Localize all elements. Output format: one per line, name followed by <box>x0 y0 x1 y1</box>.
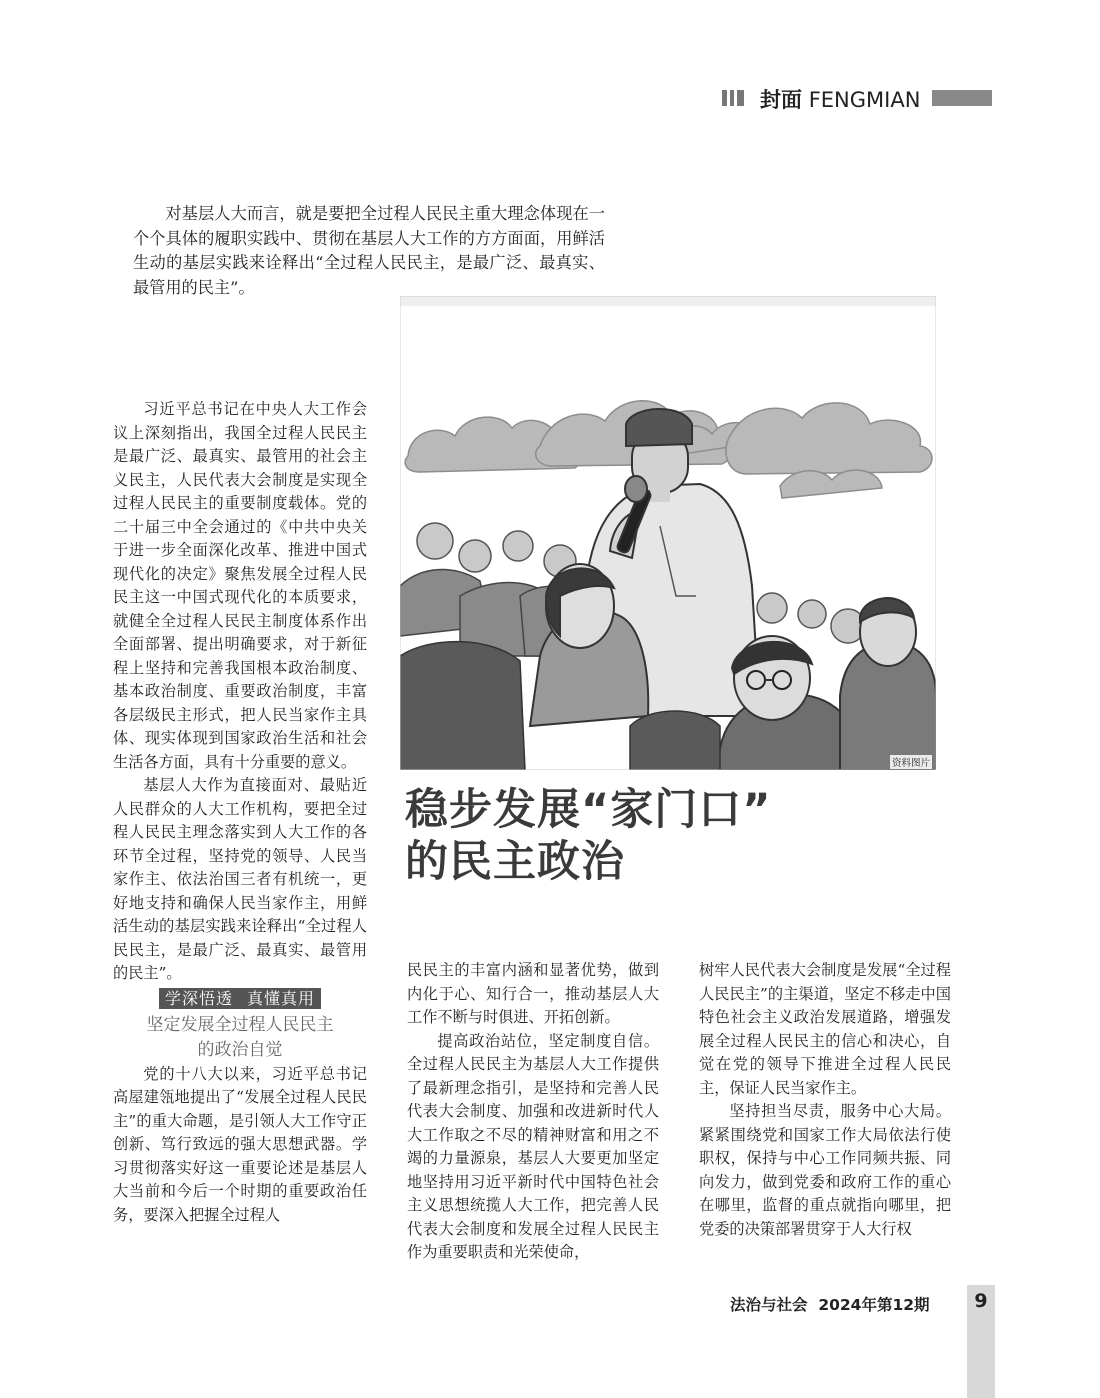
section-name-cn: 封面 <box>760 88 802 112</box>
lead-quote <box>133 202 605 300</box>
article-title <box>405 784 772 888</box>
paragraph: 坚持担当尽责，服务中心大局。紧紧围绕党和国家工作大局依法行使职权，保持与中心工作同频共振、同向发力，做到党委和政府工作的重心在哪里，监督的重点就指向哪里，把党委的决策部署贯穿于人大行权 <box>699 1102 951 1238</box>
section-header <box>760 84 920 114</box>
column-1 <box>113 398 367 1227</box>
paragraph: 民民主的丰富内涵和显著优势，做到内化于心、知行合一，推动基层人大工作不断与时俱进、开拓创新。 <box>407 961 659 1026</box>
paragraph: 习近平总书记在中央人大工作会议上深刻指出，我国全过程人民民主是最广泛、最真实、最管用的社会主义民主，人民代表大会制度是实现全过程人民民主的重要制度载体。党的二十届三中全会通过的《中共中央关于进一步全面深化改革、推进中国式现代化的决定》聚焦发展全过程人民民主这一中国式现代化的本质要求，就健全全过程人民民主制度体系作出全面部署、提出明确要求，对于新征程上坚持和完善我国根本政治制度、基本政治制度、重要政治制度，丰富各层级民主形式，把人民当家作主具体、现实体现到国家政治生活和社会生活各方面，具有十分重要的意义。 <box>113 400 367 771</box>
subhead-tag-b: 真懂真用 <box>247 988 316 1008</box>
subhead-tag <box>159 988 321 1009</box>
column-2 <box>407 959 659 1265</box>
paragraph: 提高政治站位，坚定制度自信。全过程人民民主为基层人大工作提供了最新理念指引，是坚持和完善人民代表大会制度、加强和改进新时代人大工作取之不尽的精神财富和用之不竭的力量源泉，基层人大要更加坚定地坚持用习近平新时代中国特色社会主义思想统揽人大工作，把完善人民代表大会制度和发展全过程人民民主作为重要职责和光荣使命， <box>407 1031 659 1261</box>
subhead-tag-a: 学深悟透 <box>164 988 233 1008</box>
paragraph: 党的十八大以来，习近平总书记高屋建瓴地提出了“发展全过程人民民主”的重大命题，是引领人大工作守正创新、笃行致远的强大思想武器。学习贯彻落实好这一重要论述是基层人大当前和今后一个时期的重要政治任务，要深入把握全过程人 <box>113 1064 367 1224</box>
column-3 <box>699 959 951 1241</box>
journal-name: 法治与社会 <box>730 1296 808 1314</box>
footer-journal <box>730 1293 930 1315</box>
section-name-en: FENGMIAN <box>808 88 921 112</box>
header-decor-bars <box>722 90 744 106</box>
figure-caption: 资料图片 <box>890 755 932 769</box>
subhead-line-1: 坚定发展全过程人民民主 <box>146 1014 334 1035</box>
title-line-2: 的民主政治 <box>405 837 625 887</box>
title-line-1: 稳步发展“家门口” <box>405 785 772 835</box>
page-number: 9 <box>974 1290 988 1312</box>
paragraph: 基层人大作为直接面对、最贴近人民群众的人大工作机构，要把全过程人民民主理念落实到人大工作的各环节全过程，坚持党的领导、人民当家作主、依法治国三者有机统一，更好地支持和确保人民当家作主，用鲜活生动的基层实践来诠释出“全过程人民民主，是最广泛、最真实、最管用的民主”。 <box>113 776 367 982</box>
lead-text: 对基层人大而言，就是要把全过程人民民主重大理念体现在一个个具体的履职实践中、贯彻在基层人大工作的方方面面，用鲜活生动的基层实践来诠释出“全过程人民民主，是最广泛、最真实、最管用的民主”。 <box>133 204 605 297</box>
paragraph: 树牢人民代表大会制度是发展“全过程人民民主”的主渠道，坚定不移走中国特色社会主义政治发展道路，增强发展全过程人民民主的信心和决心，自觉在党的领导下推进全过程人民民主，保证人民当家作主。 <box>699 961 951 1097</box>
subhead-line-2: 的政治自觉 <box>197 1039 283 1060</box>
header-rule <box>932 90 992 106</box>
journal-issue: 2024年第12期 <box>818 1296 930 1314</box>
cover-illustration <box>400 296 936 770</box>
